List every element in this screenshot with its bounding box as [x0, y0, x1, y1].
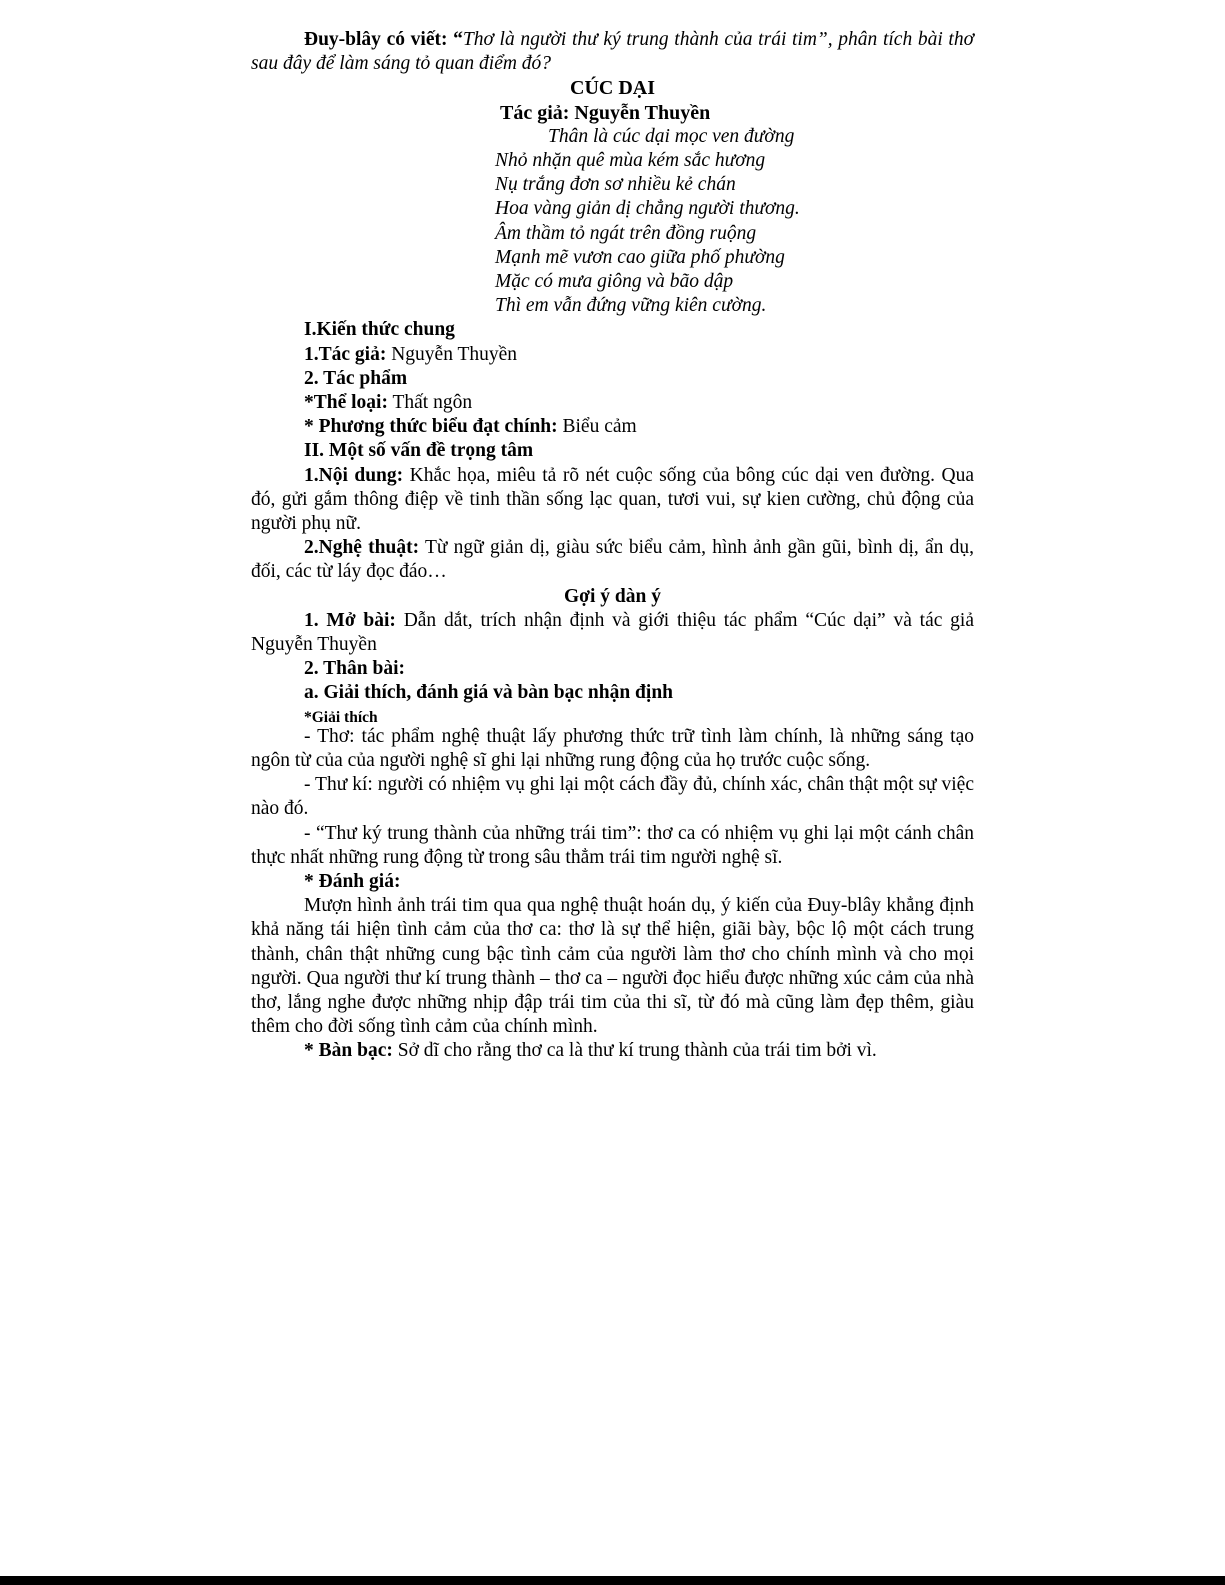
poem-line: Mạnh mẽ vươn cao giữa phố phường [495, 246, 785, 268]
outline-heading: Gợi ý dàn ý [564, 585, 661, 607]
poem-line: Thân là cúc dại mọc ven đường [548, 125, 795, 147]
art-paragraph: 2.Nghệ thuật: Từ ngữ giản dị, giàu sức biểu cảm, hình ảnh gần gũi, bình dị, ẩn dụ, đối, các từ láy đọc đáo… [251, 537, 974, 583]
explain-item: - “Thư ký trung thành của những trái tim”: thơ ca có nhiệm vụ ghi lại một cánh chân thực nhất những rung động từ trong sâu thẳm trái tim người nghệ sĩ. [251, 822, 974, 868]
mode-info: * Phương thức biểu đạt chính: Biểu cảm [304, 416, 637, 438]
poem-line: Thì em vẫn đứng vững kiên cường. [495, 295, 767, 317]
section-heading: I.Kiến thức chung [304, 319, 455, 341]
body-heading: 2. Thân bài: [304, 658, 405, 680]
prompt-quote: Thơ là người thư ký trung thành của trái tim”, phân tích bài thơ sau đây để làm sáng tỏ quan điểm đó? [251, 29, 974, 75]
evaluate-paragraph: Mượn hình ảnh trái tim qua qua nghệ thuật hoán dụ, ý kiến của Đuy-blây khẳng định khả năng tái hiện tình cảm của thơ ca: thơ là sự thể hiện, giãi bày, bộc lộ một cách trung thành, chân thật những cung bậc tình cảm của người làm thơ cho chính mình và cho mọi người. Qua người thư kí trung thành – thơ ca – người đọc hiểu được những xúc cảm của nhà thơ, lắng nghe được những nhịp đập trái tim của thi sĩ, từ đó mà cũng làm đẹp thêm, giàu thêm cho đời sống tình cảm của chính mình. [251, 895, 974, 1038]
author-info: 1.Tác giả: Nguyễn Thuyền [304, 343, 518, 365]
page-bottom-border [0, 1576, 1225, 1585]
prompt-paragraph [251, 28, 974, 76]
poem-line: Nụ trắng đơn sơ nhiều kẻ chán [495, 174, 736, 196]
poem-line: Hoa vàng giản dị chẳng người thương. [495, 198, 800, 220]
poem-title: CÚC DẠI [570, 77, 655, 100]
evaluate-label: * Đánh giá: [304, 870, 401, 892]
genre-info: *Thể loại: Thất ngôn [304, 392, 473, 414]
content-paragraph: 1.Nội dung: Khắc họa, miêu tả rõ nét cuộc sống của bông cúc dại ven đường. Qua đó, gửi gắm thông điệp về tinh thần sống lạc quan, tươi vui, sự kien cường, chủ động của người phụ nữ. [251, 464, 975, 535]
discuss-paragraph: * Bàn bạc: Sở dĩ cho rằng thơ ca là thư kí trung thành của trái tim bởi vì. [304, 1040, 877, 1062]
poem-body [251, 125, 974, 319]
poem-line: Nhỏ nhặn quê mùa kém sắc hương [495, 150, 766, 172]
poem-line: Âm thầm tỏ ngát trên đồng ruộng [495, 222, 757, 244]
section-heading: II. Một số vấn đề trọng tâm [304, 440, 534, 462]
explain-item: - Thơ: tác phẩm nghệ thuật lấy phương thức trữ tình làm chính, là những sáng tạo ngôn từ của của người nghệ sĩ ghi lại những rung động của họ trước cuộc sống. [251, 725, 974, 771]
explain-label: *Giải thích [304, 708, 378, 726]
document-page [251, 28, 974, 1064]
work-heading: 2. Tác phẩm [304, 367, 408, 389]
opening-paragraph: 1. Mở bài: Dẫn dắt, trích nhận định và giới thiệu tác phẩm “Cúc dại” và tác giả Nguyễn Thuyền [251, 609, 974, 656]
poem-line: Mặc có mưa giông và bão dập [495, 271, 734, 293]
prompt-lead: Đuy-blây có viết: “ [304, 29, 463, 50]
explain-item: - Thư kí: người có nhiệm vụ ghi lại một cách đầy đủ, chính xác, chân thật một sự việc nào đó. [251, 774, 974, 820]
subsection-a: a. Giải thích, đánh giá và bàn bạc nhận định [304, 682, 674, 704]
poem-author: Tác giả: Nguyễn Thuyền [500, 101, 711, 124]
